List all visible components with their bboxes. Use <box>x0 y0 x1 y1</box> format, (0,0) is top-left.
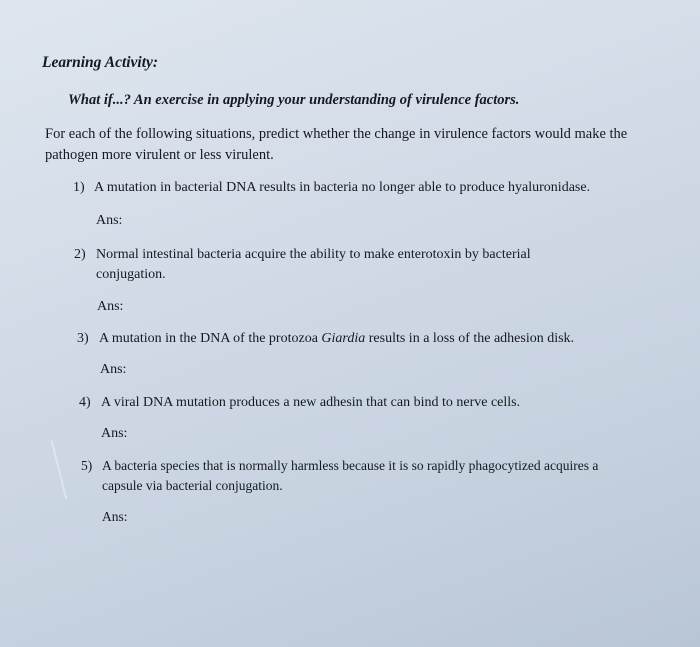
question-number: 4) <box>79 395 91 410</box>
question-2 <box>74 245 584 285</box>
question-text-end: results in a loss of the adhesion disk. <box>365 331 575 346</box>
question-text: Normal intestinal bacteria acquire the ability to make enterotoxin by bacterial conjugation. <box>96 247 531 282</box>
question-1 <box>73 178 673 198</box>
question-text: A viral DNA mutation produces a new adhesin that can bind to nerve cells. <box>101 395 521 410</box>
page-glare <box>51 441 67 500</box>
question-4 <box>79 393 639 413</box>
answer-label-2: Ans: <box>97 299 124 314</box>
question-text <box>77 329 657 349</box>
answer-label-4: Ans: <box>101 426 128 441</box>
question-number: 3) <box>77 331 89 346</box>
instructions: For each of the following situations, predict whether the change in virulence factors would make the pathogen more virulent or less virulent. <box>45 126 628 163</box>
question-5 <box>81 456 601 496</box>
question-text: A bacteria species that is normally harmless because it is so rapidly phagocytized acquires a capsule via bacterial conjugation. <box>102 458 599 493</box>
answer-label-1: Ans: <box>96 213 123 228</box>
page-title: Learning Activity: <box>42 54 159 71</box>
question-number: 5) <box>81 458 93 473</box>
answer-label-3: Ans: <box>100 362 127 377</box>
question-number: 1) <box>73 180 85 195</box>
answer-label-5: Ans: <box>102 509 128 524</box>
activity-subtitle: What if...? An exercise in applying your understanding of virulence factors. <box>68 92 520 108</box>
question-text-start: A mutation in the DNA of the protozoa <box>99 331 322 346</box>
question-3 <box>77 329 657 349</box>
question-text: A mutation in bacterial DNA results in bacteria no longer able to produce hyaluronidase. <box>94 180 591 195</box>
organism-name: Giardia <box>321 331 366 346</box>
question-number: 2) <box>74 247 86 262</box>
